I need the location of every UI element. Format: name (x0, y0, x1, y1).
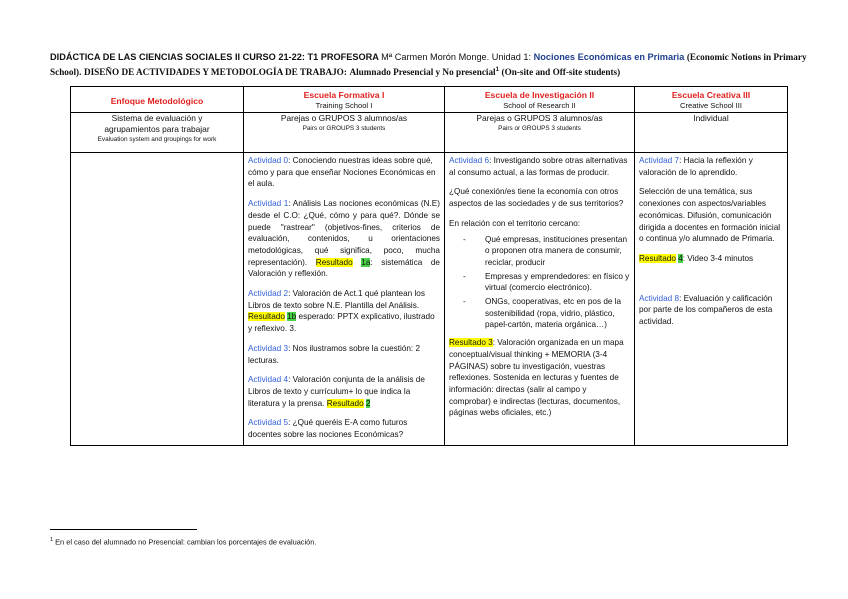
sistema-cell (71, 113, 244, 153)
training-activities-cell (244, 153, 445, 446)
grouping-label: Parejas o GRUPOS 3 alumnos/as (476, 113, 603, 123)
activity-4: Actividad 4: Valoración conjunta de la análisis de Libros de texto y currículum+ lo que indica la literatura y la prensa. Resultado 2 (248, 375, 425, 408)
grouping-creative (635, 113, 788, 153)
header-unit-title: Nociones Económicas en Primaria (533, 52, 685, 62)
evaluation-row (71, 113, 788, 153)
creative-activities-cell (635, 153, 788, 446)
result-number: 4 (678, 253, 683, 263)
activity-0: Actividad 0: Conociendo nuestras ideas sobre qué, cómo y para que enseñar Nociones Económicas en el aula. (248, 156, 436, 189)
header-teacher: Mª Carmen Morón Monge. Unidad 1: (381, 52, 532, 62)
column-title: Escuela Formativa I (303, 90, 385, 100)
activity-5: Actividad 5: ¿Qué queréis E-A como futuros docentes sobre las nociones Económicas? (248, 418, 408, 440)
header-design-label: DISEÑO DE ACTIVIDADES Y METODOLOGÍA DE TRABAJO: (83, 67, 347, 77)
header-students-english: (On-site and Off-site students) (501, 67, 621, 77)
result-highlight: Resultado (315, 257, 353, 267)
activity-3: Actividad 3: Nos ilustramos sobre la cuestión: 2 lecturas. (248, 343, 421, 365)
column-subtitle: School of Research II (503, 101, 576, 110)
activities-table (70, 86, 788, 446)
footnote-divider (50, 529, 197, 530)
column-title: Escuela de Investigación II (484, 90, 595, 100)
result-number: 2 (365, 398, 371, 408)
grouping-english: Pairs or GROUPS 3 students (498, 125, 581, 132)
column-header-creative (635, 87, 788, 113)
grouping-training (244, 113, 445, 153)
grouping-research (445, 113, 635, 153)
footnote-reference[interactable]: 1 (495, 66, 499, 73)
research-activities-cell (445, 153, 635, 446)
research-question: ¿Qué conexión/es tiene la economía con otros aspectos de las sociedades y de sus territorios? (449, 187, 624, 209)
activities-row (71, 153, 788, 446)
result-4: Resultado 4: Video 3-4 minutos (639, 253, 754, 263)
footnote-text: En el caso del alumnado no Presencial: cambian los porcentajes de evaluación. (55, 537, 317, 547)
column-title: Escuela Creativa III (671, 90, 751, 100)
header-title: DIDÁCTICA DE LAS CIENCIAS SOCIALES II CURSO 21-22: T1 PROFESORA (50, 52, 379, 62)
sistema-line: Sistema de evaluación y (111, 113, 203, 123)
footnote (50, 537, 316, 546)
grouping-label: Individual (693, 113, 729, 123)
column-header-training (244, 87, 445, 113)
column-header-research (445, 87, 635, 113)
territory-intro: En relación con el territorio cercano: (449, 218, 581, 228)
result-highlight: Resultado (326, 398, 364, 408)
document-header (50, 50, 810, 80)
activity-6: Actividad 6: Investigando sobre otras alternativas al consumo actual, a las formas de producir. (449, 156, 628, 177)
creative-description: Selección de una temática, sus conexiones con aspectos/variables económicas. Difusión, comunicación dirigida a docentes en formación inicial o continua y/o alumnado de Primaria. (639, 187, 781, 244)
list-item: - ONGs, cooperativas, etc en pos de la sostenibilidad (ropa, vidrio, plástico, papel-cartón, materia orgánica…) (463, 297, 622, 330)
result-highlight: Resultado (639, 253, 676, 263)
header-unit-english: (Economic Notions in Primary School). (50, 52, 807, 77)
footnote-number: 1 (50, 537, 54, 543)
enfoque-header (71, 87, 244, 113)
column-subtitle: Training School I (315, 101, 373, 110)
result-highlight: Resultado (248, 312, 285, 322)
enfoque-label: Enfoque Metodológico (110, 95, 204, 106)
result-3: Resultado 3: Valoración organizada en un mapa conceptual/visual thinking + MEMORIA (3-4 PÁGINAS) sobre tu investigación, vuestras reflexiones. Sostenida en lecturas y fuentes de información: directas (salir al campo y comprobar) e indirectas (lecturas, documentos, páginas webs oficiales, etc.) (449, 338, 624, 418)
header-students-label: Alumnado Presencial y No presencial (349, 67, 496, 77)
table-header-row (71, 87, 788, 113)
empty-cell (71, 153, 244, 446)
sistema-english: Evaluation system and groupings for work (97, 136, 217, 143)
column-subtitle: Creative School III (679, 101, 743, 110)
grouping-label: Parejas o GRUPOS 3 alumnos/as (280, 113, 408, 123)
activity-1: Actividad 1: Análisis Las nociones económicas (N.E) desde el C.O: ¿Qué, cómo y para qué?. Dónde se puede "rastrear" (objetivos-fines, criterios de evaluación, contenidos, u orientaciones metodológicas, qué significa, poco, mucha representación). Resultado 1a: sistemática de Valoración y reflexión. (248, 199, 440, 279)
territory-list (449, 234, 630, 332)
activity-7: Actividad 7: Hacia la reflexión y valoración de lo aprendido. (639, 156, 753, 177)
grouping-english: Pairs or GROUPS 3 students (302, 125, 386, 132)
activity-2: Actividad 2: Valoración de Act.1 qué plantean los Libros de texto sobre N.E. Plantilla del Análisis. Resultado 1b esperado: PPTX explicativo, ilustrado y reflexivo. 3. (248, 289, 435, 334)
result-number: 1a (361, 257, 371, 267)
result-number: 1b (287, 312, 297, 322)
sistema-line: agrupamientos para trabajar (104, 124, 210, 134)
activity-8: Actividad 8: Evaluación y calificación por parte de los compañeros de esta actividad. (639, 293, 773, 327)
result-highlight: Resultado 3 (449, 338, 493, 348)
list-item: - Empresas y emprendedores: en físico y virtual (comercio electrónico). (463, 271, 630, 293)
list-item: - Qué empresas, instituciones presentan o proponen otra manera de consumir, reciclar, producir (463, 234, 627, 267)
